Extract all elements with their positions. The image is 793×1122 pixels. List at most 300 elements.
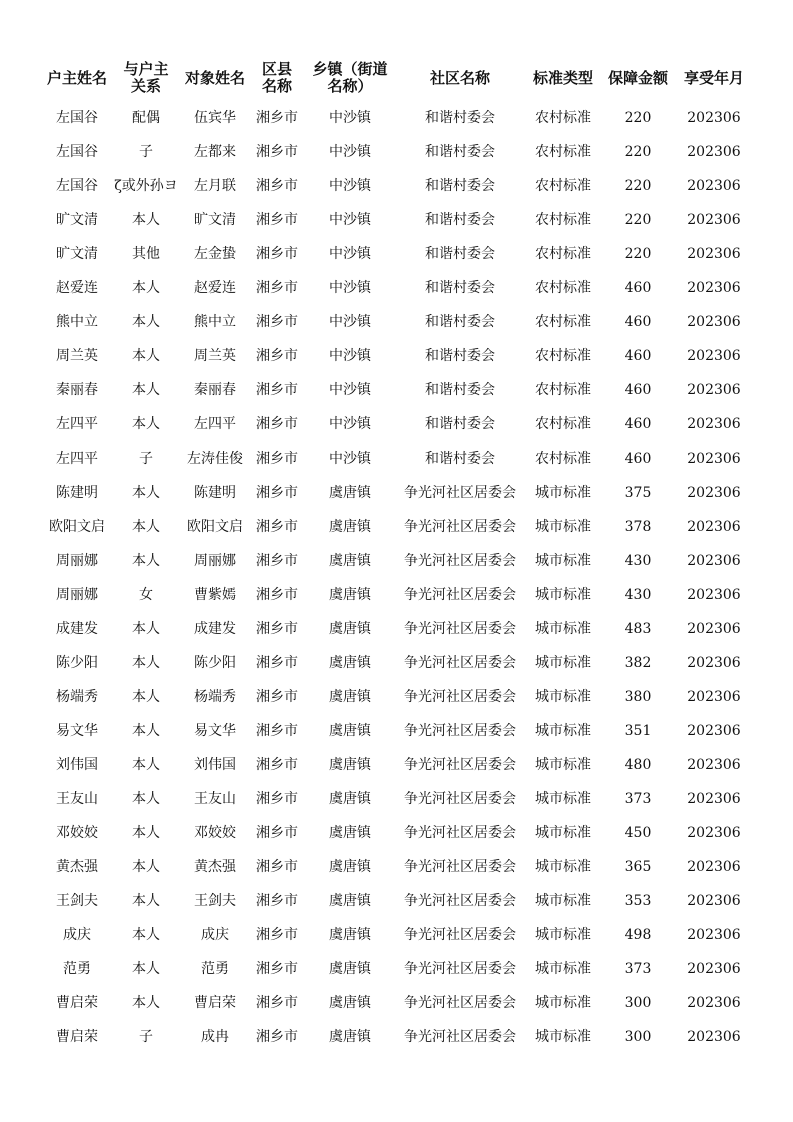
cell-standard-type: 城市标准 xyxy=(535,791,591,807)
table-row xyxy=(0,339,793,373)
cell-beneficiary-name: 左涛佳俊 xyxy=(187,450,243,467)
cell-community: 争光河社区居委会 xyxy=(404,484,516,501)
cell-relation: 本人 xyxy=(132,688,160,705)
cell-community: 争光河社区居委会 xyxy=(404,722,516,739)
cell-standard-type: 城市标准 xyxy=(535,654,591,671)
cell-householder-name: 秦丽春 xyxy=(56,382,98,399)
header-line: 社区名称 xyxy=(429,68,490,87)
cell-county: 湘乡市 xyxy=(256,995,298,1012)
table-row xyxy=(0,407,793,441)
cell-beneficiary-name: 欧阳文启 xyxy=(187,518,243,535)
cell-month: 202306 xyxy=(687,995,741,1012)
cell-county: 湘乡市 xyxy=(256,620,298,637)
cell-county: 湘乡市 xyxy=(256,416,298,433)
cell-town: 中沙镇 xyxy=(329,246,371,263)
cell-beneficiary-name: 王友山 xyxy=(194,791,236,807)
cell-householder-name: 陈建明 xyxy=(56,484,98,501)
table-row xyxy=(0,135,793,169)
cell-county: 湘乡市 xyxy=(256,382,298,399)
cell-month: 202306 xyxy=(687,927,741,944)
header-line: 名称） xyxy=(327,77,373,95)
table-row xyxy=(0,476,793,510)
cell-beneficiary-name: 成庆 xyxy=(201,927,229,944)
cell-community: 争光河社区居委会 xyxy=(404,893,516,910)
cell-amount: 220 xyxy=(624,110,652,126)
cell-beneficiary-name: 邓姣姣 xyxy=(194,825,236,842)
cell-town: 虞唐镇 xyxy=(329,552,371,569)
cell-beneficiary-name: 左金蛰 xyxy=(194,246,236,263)
cell-beneficiary-name: 成建发 xyxy=(194,620,236,637)
cell-community: 和谐村委会 xyxy=(425,212,495,229)
cell-standard-type: 城市标准 xyxy=(535,586,591,603)
cell-town: 虞唐镇 xyxy=(329,859,371,876)
cell-month: 202306 xyxy=(687,1029,741,1046)
cell-town: 虞唐镇 xyxy=(329,484,371,501)
cell-town: 虞唐镇 xyxy=(329,518,371,535)
table-row xyxy=(0,884,793,918)
cell-community: 争光河社区居委会 xyxy=(404,791,516,807)
cell-householder-name: 王友山 xyxy=(56,791,98,807)
cell-town: 中沙镇 xyxy=(329,212,371,229)
cell-month: 202306 xyxy=(687,859,741,876)
cell-community: 和谐村委会 xyxy=(425,382,495,399)
cell-householder-name: 左国谷 xyxy=(56,178,98,195)
cell-householder-name: 黄杰强 xyxy=(56,859,98,876)
cell-county: 湘乡市 xyxy=(256,893,298,910)
cell-month: 202306 xyxy=(687,246,741,263)
table-row xyxy=(0,101,793,135)
cell-standard-type: 城市标准 xyxy=(535,620,591,637)
cell-amount: 382 xyxy=(624,654,652,671)
cell-standard-type: 城市标准 xyxy=(535,927,591,944)
cell-month: 202306 xyxy=(687,280,741,297)
cell-town: 虞唐镇 xyxy=(329,722,371,739)
cell-county: 湘乡市 xyxy=(256,144,298,161)
table-row xyxy=(0,918,793,952)
cell-month: 202306 xyxy=(687,620,741,637)
cell-relation: 子 xyxy=(139,144,153,161)
table-row xyxy=(0,1020,793,1054)
cell-town: 中沙镇 xyxy=(329,450,371,467)
cell-month: 202306 xyxy=(687,791,741,807)
cell-householder-name: 熊中立 xyxy=(56,314,98,331)
cell-community: 争光河社区居委会 xyxy=(404,756,516,773)
table-row xyxy=(0,305,793,339)
cell-county: 湘乡市 xyxy=(256,450,298,467)
cell-relation: 本人 xyxy=(132,620,160,637)
cell-relation: 本人 xyxy=(132,654,160,671)
cell-beneficiary-name: 赵爱连 xyxy=(194,280,236,297)
cell-month: 202306 xyxy=(687,314,741,331)
cell-householder-name: 陈少阳 xyxy=(56,654,98,671)
cell-community: 和谐村委会 xyxy=(425,178,495,195)
cell-month: 202306 xyxy=(687,416,741,433)
cell-community: 和谐村委会 xyxy=(425,110,495,126)
cell-householder-name: 成建发 xyxy=(56,620,98,637)
cell-month: 202306 xyxy=(687,586,741,603)
table-row xyxy=(0,510,793,544)
cell-standard-type: 农村标准 xyxy=(535,382,591,399)
cell-county: 湘乡市 xyxy=(256,1029,298,1046)
cell-amount: 430 xyxy=(624,552,652,569)
cell-householder-name: 周兰英 xyxy=(56,348,98,365)
cell-relation: 本人 xyxy=(132,722,160,739)
cell-county: 湘乡市 xyxy=(256,722,298,739)
cell-amount: 498 xyxy=(624,927,652,944)
cell-town: 中沙镇 xyxy=(329,348,371,365)
cell-month: 202306 xyxy=(687,518,741,535)
cell-community: 争光河社区居委会 xyxy=(404,825,516,842)
cell-relation: 本人 xyxy=(132,961,160,978)
cell-standard-type: 城市标准 xyxy=(535,756,591,773)
cell-county: 湘乡市 xyxy=(256,825,298,842)
cell-month: 202306 xyxy=(687,552,741,569)
cell-beneficiary-name: 周兰英 xyxy=(194,348,236,365)
cell-householder-name: 易文华 xyxy=(56,722,98,739)
cell-town: 虞唐镇 xyxy=(329,688,371,705)
cell-beneficiary-name: 左都来 xyxy=(194,144,236,161)
header-householder-name xyxy=(40,58,114,98)
cell-standard-type: 农村标准 xyxy=(535,178,591,195)
cell-amount: 430 xyxy=(624,586,652,603)
cell-town: 虞唐镇 xyxy=(329,586,371,603)
cell-standard-type: 城市标准 xyxy=(535,518,591,535)
cell-beneficiary-name: 易文华 xyxy=(194,722,236,739)
cell-town: 虞唐镇 xyxy=(329,927,371,944)
cell-month: 202306 xyxy=(687,450,741,467)
cell-householder-name: 王剑夫 xyxy=(56,893,98,910)
cell-relation: 子 xyxy=(139,450,153,467)
cell-community: 和谐村委会 xyxy=(425,144,495,161)
cell-standard-type: 农村标准 xyxy=(535,416,591,433)
cell-beneficiary-name: 曹启荣 xyxy=(194,995,236,1012)
cell-county: 湘乡市 xyxy=(256,314,298,331)
cell-householder-name: 旷文清 xyxy=(56,212,98,229)
cell-town: 中沙镇 xyxy=(329,382,371,399)
cell-amount: 460 xyxy=(624,416,652,433)
cell-community: 和谐村委会 xyxy=(425,246,495,263)
cell-householder-name: 周丽娜 xyxy=(56,586,98,603)
cell-householder-name: 周丽娜 xyxy=(56,552,98,569)
cell-town: 虞唐镇 xyxy=(329,961,371,978)
cell-beneficiary-name: 陈建明 xyxy=(194,484,236,501)
cell-relation: 本人 xyxy=(132,416,160,433)
cell-community: 争光河社区居委会 xyxy=(404,1029,516,1046)
cell-month: 202306 xyxy=(687,212,741,229)
cell-community: 和谐村委会 xyxy=(425,348,495,365)
cell-amount: 373 xyxy=(624,961,652,978)
cell-standard-type: 城市标准 xyxy=(535,961,591,978)
cell-householder-name: 左国谷 xyxy=(56,144,98,161)
cell-amount: 460 xyxy=(624,348,652,365)
cell-town: 虞唐镇 xyxy=(329,995,371,1012)
table-row xyxy=(0,748,793,782)
cell-beneficiary-name: 杨端秀 xyxy=(194,688,236,705)
table-row xyxy=(0,237,793,271)
cell-month: 202306 xyxy=(687,178,741,195)
header-line: 名称 xyxy=(261,77,292,95)
cell-householder-name: 杨端秀 xyxy=(56,688,98,705)
cell-community: 争光河社区居委会 xyxy=(404,961,516,978)
cell-county: 湘乡市 xyxy=(256,484,298,501)
cell-beneficiary-name: 左月联 xyxy=(194,178,236,195)
cell-town: 中沙镇 xyxy=(329,178,371,195)
cell-amount: 351 xyxy=(624,722,652,739)
cell-county: 湘乡市 xyxy=(256,859,298,876)
cell-month: 202306 xyxy=(687,722,741,739)
table-row xyxy=(0,442,793,476)
cell-town: 虞唐镇 xyxy=(329,893,371,910)
header-beneficiary-name xyxy=(180,58,250,98)
header-amount xyxy=(600,58,676,98)
cell-amount: 365 xyxy=(624,859,652,876)
cell-standard-type: 城市标准 xyxy=(535,995,591,1012)
cell-relation: 本人 xyxy=(132,212,160,229)
table-row xyxy=(0,952,793,986)
cell-householder-name: 曹启荣 xyxy=(56,995,98,1012)
table-row xyxy=(0,578,793,612)
cell-standard-type: 城市标准 xyxy=(535,893,591,910)
header-line: 关系 xyxy=(130,77,161,95)
cell-county: 湘乡市 xyxy=(256,927,298,944)
cell-relation: 本人 xyxy=(132,791,160,807)
cell-householder-name: 欧阳文启 xyxy=(49,518,105,535)
cell-amount: 460 xyxy=(624,450,652,467)
header-town xyxy=(304,58,396,98)
cell-amount: 480 xyxy=(624,756,652,773)
cell-county: 湘乡市 xyxy=(256,791,298,807)
cell-standard-type: 农村标准 xyxy=(535,246,591,263)
cell-relation: 本人 xyxy=(132,518,160,535)
cell-county: 湘乡市 xyxy=(256,246,298,263)
cell-householder-name: 旷文清 xyxy=(56,246,98,263)
cell-community: 争光河社区居委会 xyxy=(404,927,516,944)
cell-month: 202306 xyxy=(687,688,741,705)
cell-relation: 本人 xyxy=(132,995,160,1012)
cell-householder-name: 左国谷 xyxy=(56,110,98,126)
cell-county: 湘乡市 xyxy=(256,178,298,195)
cell-relation: 其他 xyxy=(132,246,160,263)
cell-standard-type: 城市标准 xyxy=(535,552,591,569)
cell-county: 湘乡市 xyxy=(256,212,298,229)
header-line: 标准类型 xyxy=(532,68,593,87)
cell-county: 湘乡市 xyxy=(256,586,298,603)
cell-amount: 378 xyxy=(624,518,652,535)
cell-community: 和谐村委会 xyxy=(425,314,495,331)
header-line: 乡镇（街道 xyxy=(312,60,388,78)
cell-householder-name: 左四平 xyxy=(56,416,98,433)
cell-amount: 220 xyxy=(624,246,652,263)
cell-month: 202306 xyxy=(687,484,741,501)
cell-county: 湘乡市 xyxy=(256,348,298,365)
table-row xyxy=(0,271,793,305)
header-line: 对象姓名 xyxy=(184,68,245,87)
cell-relation: 本人 xyxy=(132,280,160,297)
cell-relation: 配偶 xyxy=(132,110,160,126)
table-row xyxy=(0,782,793,816)
cell-beneficiary-name: 周丽娜 xyxy=(194,552,236,569)
table-row xyxy=(0,169,793,203)
cell-amount: 220 xyxy=(624,144,652,161)
cell-month: 202306 xyxy=(687,961,741,978)
cell-standard-type: 城市标准 xyxy=(535,722,591,739)
cell-householder-name: 邓姣姣 xyxy=(56,825,98,842)
header-county xyxy=(250,58,304,98)
cell-beneficiary-name: 旷文清 xyxy=(194,212,236,229)
cell-amount: 220 xyxy=(624,212,652,229)
header-month xyxy=(676,58,752,98)
cell-standard-type: 农村标准 xyxy=(535,280,591,297)
cell-amount: 460 xyxy=(624,382,652,399)
table-row xyxy=(0,986,793,1020)
cell-county: 湘乡市 xyxy=(256,110,298,126)
cell-town: 虞唐镇 xyxy=(329,654,371,671)
cell-relation: 本人 xyxy=(132,893,160,910)
header-relation xyxy=(114,58,178,98)
cell-amount: 450 xyxy=(624,825,652,842)
cell-month: 202306 xyxy=(687,144,741,161)
cell-town: 中沙镇 xyxy=(329,314,371,331)
cell-relation: 子 xyxy=(139,1029,153,1046)
table-row xyxy=(0,373,793,407)
cell-month: 202306 xyxy=(687,825,741,842)
cell-standard-type: 农村标准 xyxy=(535,348,591,365)
table-row xyxy=(0,203,793,237)
cell-county: 湘乡市 xyxy=(256,756,298,773)
cell-town: 中沙镇 xyxy=(329,416,371,433)
cell-community: 和谐村委会 xyxy=(425,416,495,433)
cell-month: 202306 xyxy=(687,893,741,910)
header-line: 与户主 xyxy=(123,60,169,78)
cell-community: 争光河社区居委会 xyxy=(404,552,516,569)
cell-month: 202306 xyxy=(687,110,741,126)
cell-community: 争光河社区居委会 xyxy=(404,688,516,705)
cell-householder-name: 刘伟国 xyxy=(56,756,98,773)
cell-relation: 本人 xyxy=(132,825,160,842)
cell-standard-type: 农村标准 xyxy=(535,314,591,331)
cell-householder-name: 曹启荣 xyxy=(56,1029,98,1046)
cell-month: 202306 xyxy=(687,348,741,365)
header-community xyxy=(396,58,524,98)
cell-town: 虞唐镇 xyxy=(329,791,371,807)
cell-relation: 本人 xyxy=(132,859,160,876)
cell-householder-name: 赵爱连 xyxy=(56,280,98,297)
cell-beneficiary-name: 曹紫嫣 xyxy=(194,586,236,603)
cell-standard-type: 城市标准 xyxy=(535,484,591,501)
cell-relation: 本人 xyxy=(132,552,160,569)
cell-amount: 353 xyxy=(624,893,652,910)
cell-householder-name: 左四平 xyxy=(56,450,98,467)
cell-relation: 本人 xyxy=(132,314,160,331)
cell-relation: 女 xyxy=(139,586,153,603)
cell-householder-name: 成庆 xyxy=(63,927,91,944)
table-row xyxy=(0,714,793,748)
cell-town: 虞唐镇 xyxy=(329,620,371,637)
cell-beneficiary-name: 陈少阳 xyxy=(194,654,236,671)
cell-relation: 本人 xyxy=(132,756,160,773)
cell-county: 湘乡市 xyxy=(256,961,298,978)
table-row xyxy=(0,544,793,578)
cell-amount: 375 xyxy=(624,484,652,501)
cell-standard-type: 农村标准 xyxy=(535,110,591,126)
cell-amount: 460 xyxy=(624,280,652,297)
cell-community: 争光河社区居委会 xyxy=(404,586,516,603)
table-row xyxy=(0,646,793,680)
cell-amount: 460 xyxy=(624,314,652,331)
cell-standard-type: 城市标准 xyxy=(535,1029,591,1046)
cell-county: 湘乡市 xyxy=(256,552,298,569)
cell-amount: 483 xyxy=(624,620,652,637)
cell-relation: ζ或外孙ヨ xyxy=(114,178,178,195)
header-line: 保障金额 xyxy=(607,68,668,87)
header-standard-type xyxy=(526,58,600,98)
cell-amount: 220 xyxy=(624,178,652,195)
table-row xyxy=(0,612,793,646)
cell-beneficiary-name: 秦丽春 xyxy=(194,382,236,399)
cell-town: 虞唐镇 xyxy=(329,825,371,842)
cell-beneficiary-name: 王剑夫 xyxy=(194,893,236,910)
table-row xyxy=(0,850,793,884)
cell-month: 202306 xyxy=(687,654,741,671)
table-row xyxy=(0,680,793,714)
cell-amount: 380 xyxy=(624,688,652,705)
cell-town: 中沙镇 xyxy=(329,110,371,126)
cell-standard-type: 农村标准 xyxy=(535,144,591,161)
cell-town: 中沙镇 xyxy=(329,144,371,161)
cell-county: 湘乡市 xyxy=(256,518,298,535)
cell-amount: 373 xyxy=(624,791,652,807)
cell-month: 202306 xyxy=(687,382,741,399)
cell-town: 虞唐镇 xyxy=(329,756,371,773)
cell-community: 争光河社区居委会 xyxy=(404,518,516,535)
cell-county: 湘乡市 xyxy=(256,654,298,671)
cell-beneficiary-name: 刘伟国 xyxy=(194,756,236,773)
cell-standard-type: 农村标准 xyxy=(535,212,591,229)
cell-relation: 本人 xyxy=(132,927,160,944)
cell-month: 202306 xyxy=(687,756,741,773)
cell-beneficiary-name: 左四平 xyxy=(194,416,236,433)
cell-standard-type: 农村标准 xyxy=(535,450,591,467)
cell-community: 和谐村委会 xyxy=(425,450,495,467)
cell-community: 争光河社区居委会 xyxy=(404,995,516,1012)
cell-community: 争光河社区居委会 xyxy=(404,620,516,637)
cell-householder-name: 范勇 xyxy=(63,961,91,978)
cell-standard-type: 城市标准 xyxy=(535,859,591,876)
cell-town: 中沙镇 xyxy=(329,280,371,297)
cell-beneficiary-name: 伍宾华 xyxy=(194,110,236,126)
cell-community: 争光河社区居委会 xyxy=(404,654,516,671)
cell-community: 争光河社区居委会 xyxy=(404,859,516,876)
cell-county: 湘乡市 xyxy=(256,688,298,705)
cell-standard-type: 城市标准 xyxy=(535,825,591,842)
table-row xyxy=(0,816,793,850)
header-line: 区县 xyxy=(261,60,292,78)
cell-amount: 300 xyxy=(624,995,652,1012)
cell-beneficiary-name: 黄杰强 xyxy=(194,859,236,876)
header-line: 享受年月 xyxy=(683,68,744,87)
cell-relation: 本人 xyxy=(132,484,160,501)
cell-beneficiary-name: 范勇 xyxy=(201,961,229,978)
header-line: 户主姓名 xyxy=(46,68,107,87)
cell-county: 湘乡市 xyxy=(256,280,298,297)
cell-community: 和谐村委会 xyxy=(425,280,495,297)
cell-standard-type: 城市标准 xyxy=(535,688,591,705)
cell-amount: 300 xyxy=(624,1029,652,1046)
cell-beneficiary-name: 熊中立 xyxy=(194,314,236,331)
cell-relation: 本人 xyxy=(132,348,160,365)
cell-beneficiary-name: 成冉 xyxy=(201,1029,229,1046)
cell-relation: 本人 xyxy=(132,382,160,399)
